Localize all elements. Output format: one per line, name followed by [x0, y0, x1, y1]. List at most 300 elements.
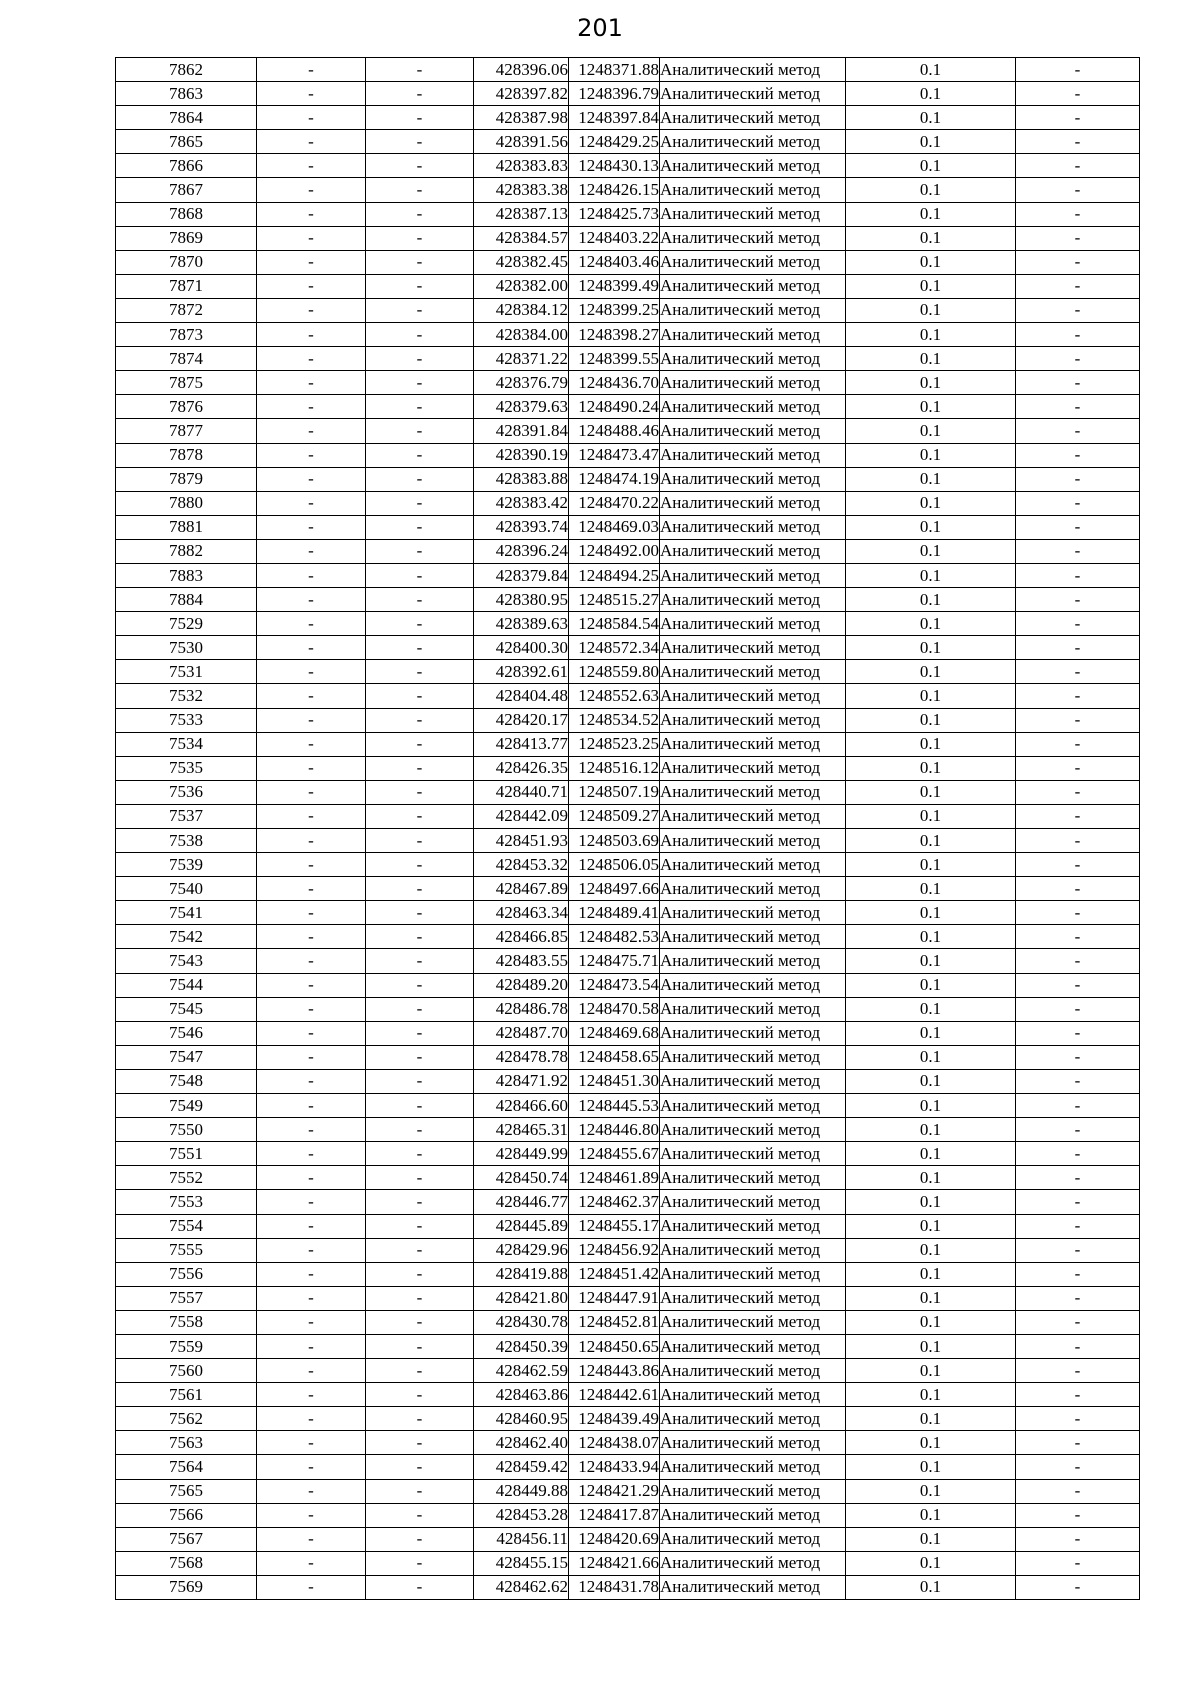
empty-col-b-cell: - — [257, 1527, 366, 1551]
empty-col-h-cell: - — [1016, 877, 1140, 901]
point-number-cell: 7565 — [116, 1479, 257, 1503]
coordinate-x-cell: 428451.93 — [474, 829, 569, 853]
empty-col-c-cell: - — [366, 1407, 474, 1431]
point-number-cell: 7551 — [116, 1142, 257, 1166]
coordinate-y-cell: 1248443.86 — [569, 1359, 660, 1383]
empty-col-b-cell: - — [257, 1407, 366, 1431]
empty-col-h-cell: - — [1016, 443, 1140, 467]
empty-col-b-cell: - — [257, 1045, 366, 1069]
empty-col-h-cell: - — [1016, 1383, 1140, 1407]
point-number-cell: 7548 — [116, 1069, 257, 1093]
empty-col-c-cell: - — [366, 1238, 474, 1262]
coordinate-x-cell: 428371.22 — [474, 347, 569, 371]
accuracy-cell: 0.1 — [846, 780, 1016, 804]
table-row — [116, 732, 1140, 756]
coordinate-y-cell: 1248469.03 — [569, 515, 660, 539]
empty-col-c-cell: - — [366, 323, 474, 347]
method-cell: Аналитический метод — [660, 419, 846, 443]
method-cell: Аналитический метод — [660, 756, 846, 780]
empty-col-b-cell: - — [257, 732, 366, 756]
accuracy-cell: 0.1 — [846, 226, 1016, 250]
accuracy-cell: 0.1 — [846, 539, 1016, 563]
empty-col-c-cell: - — [366, 226, 474, 250]
coordinate-x-cell: 428379.63 — [474, 395, 569, 419]
coordinate-x-cell: 428380.95 — [474, 588, 569, 612]
accuracy-cell: 0.1 — [846, 154, 1016, 178]
method-cell: Аналитический метод — [660, 1118, 846, 1142]
table-row — [116, 1021, 1140, 1045]
empty-col-b-cell: - — [257, 1431, 366, 1455]
coordinate-x-cell: 428462.59 — [474, 1359, 569, 1383]
accuracy-cell: 0.1 — [846, 925, 1016, 949]
coordinate-x-cell: 428440.71 — [474, 780, 569, 804]
coordinate-y-cell: 1248446.80 — [569, 1118, 660, 1142]
empty-col-b-cell: - — [257, 467, 366, 491]
table-row — [116, 1551, 1140, 1575]
table-row — [116, 684, 1140, 708]
table-row — [116, 443, 1140, 467]
method-cell: Аналитический метод — [660, 1407, 846, 1431]
point-number-cell: 7558 — [116, 1310, 257, 1334]
method-cell: Аналитический метод — [660, 371, 846, 395]
empty-col-b-cell: - — [257, 660, 366, 684]
empty-col-h-cell: - — [1016, 347, 1140, 371]
coordinate-y-cell: 1248429.25 — [569, 130, 660, 154]
coordinate-y-cell: 1248403.46 — [569, 250, 660, 274]
accuracy-cell: 0.1 — [846, 804, 1016, 828]
method-cell: Аналитический метод — [660, 467, 846, 491]
table-row — [116, 467, 1140, 491]
coordinate-x-cell: 428455.15 — [474, 1551, 569, 1575]
coordinate-x-cell: 428420.17 — [474, 708, 569, 732]
point-number-cell: 7877 — [116, 419, 257, 443]
point-number-cell: 7530 — [116, 636, 257, 660]
empty-col-c-cell: - — [366, 780, 474, 804]
accuracy-cell: 0.1 — [846, 949, 1016, 973]
coordinate-y-cell: 1248442.61 — [569, 1383, 660, 1407]
empty-col-b-cell: - — [257, 1455, 366, 1479]
point-number-cell: 7556 — [116, 1262, 257, 1286]
table-row — [116, 1503, 1140, 1527]
method-cell: Аналитический метод — [660, 1383, 846, 1407]
empty-col-b-cell: - — [257, 612, 366, 636]
empty-col-c-cell: - — [366, 419, 474, 443]
coordinate-x-cell: 428419.88 — [474, 1262, 569, 1286]
point-number-cell: 7536 — [116, 780, 257, 804]
table-row — [116, 371, 1140, 395]
empty-col-h-cell: - — [1016, 925, 1140, 949]
coordinate-x-cell: 428426.35 — [474, 756, 569, 780]
point-number-cell: 7862 — [116, 58, 257, 82]
table-row — [116, 636, 1140, 660]
empty-col-c-cell: - — [366, 1166, 474, 1190]
coordinate-y-cell: 1248431.78 — [569, 1575, 660, 1599]
accuracy-cell: 0.1 — [846, 1310, 1016, 1334]
coordinate-y-cell: 1248450.65 — [569, 1334, 660, 1358]
empty-col-h-cell: - — [1016, 323, 1140, 347]
accuracy-cell: 0.1 — [846, 178, 1016, 202]
empty-col-h-cell: - — [1016, 973, 1140, 997]
accuracy-cell: 0.1 — [846, 250, 1016, 274]
empty-col-c-cell: - — [366, 154, 474, 178]
empty-col-h-cell: - — [1016, 1359, 1140, 1383]
empty-col-b-cell: - — [257, 298, 366, 322]
empty-col-h-cell: - — [1016, 1166, 1140, 1190]
table-row — [116, 853, 1140, 877]
empty-col-c-cell: - — [366, 804, 474, 828]
coordinate-x-cell: 428387.13 — [474, 202, 569, 226]
method-cell: Аналитический метод — [660, 1310, 846, 1334]
point-number-cell: 7540 — [116, 877, 257, 901]
coordinate-y-cell: 1248494.25 — [569, 563, 660, 587]
empty-col-c-cell: - — [366, 1021, 474, 1045]
table-row — [116, 1359, 1140, 1383]
empty-col-b-cell: - — [257, 829, 366, 853]
coordinate-y-cell: 1248462.37 — [569, 1190, 660, 1214]
method-cell: Аналитический метод — [660, 491, 846, 515]
empty-col-h-cell: - — [1016, 1575, 1140, 1599]
accuracy-cell: 0.1 — [846, 58, 1016, 82]
empty-col-c-cell: - — [366, 973, 474, 997]
table-row — [116, 250, 1140, 274]
table-row — [116, 1166, 1140, 1190]
coordinate-y-cell: 1248403.22 — [569, 226, 660, 250]
accuracy-cell: 0.1 — [846, 491, 1016, 515]
empty-col-h-cell: - — [1016, 901, 1140, 925]
point-number-cell: 7541 — [116, 901, 257, 925]
empty-col-h-cell: - — [1016, 226, 1140, 250]
empty-col-c-cell: - — [366, 1503, 474, 1527]
accuracy-cell: 0.1 — [846, 298, 1016, 322]
empty-col-h-cell: - — [1016, 804, 1140, 828]
empty-col-c-cell: - — [366, 106, 474, 130]
table-row — [116, 1045, 1140, 1069]
method-cell: Аналитический метод — [660, 1455, 846, 1479]
empty-col-b-cell: - — [257, 323, 366, 347]
coordinate-y-cell: 1248507.19 — [569, 780, 660, 804]
empty-col-c-cell: - — [366, 901, 474, 925]
point-number-cell: 7878 — [116, 443, 257, 467]
coordinates-table-body — [116, 58, 1140, 1600]
point-number-cell: 7554 — [116, 1214, 257, 1238]
method-cell: Аналитический метод — [660, 1359, 846, 1383]
method-cell: Аналитический метод — [660, 58, 846, 82]
table-row — [116, 973, 1140, 997]
coordinate-x-cell: 428400.30 — [474, 636, 569, 660]
empty-col-c-cell: - — [366, 1094, 474, 1118]
accuracy-cell: 0.1 — [846, 1455, 1016, 1479]
point-number-cell: 7555 — [116, 1238, 257, 1262]
coordinate-x-cell: 428462.40 — [474, 1431, 569, 1455]
empty-col-h-cell: - — [1016, 997, 1140, 1021]
table-row — [116, 539, 1140, 563]
method-cell: Аналитический метод — [660, 1094, 846, 1118]
method-cell: Аналитический метод — [660, 732, 846, 756]
empty-col-h-cell: - — [1016, 154, 1140, 178]
coordinate-y-cell: 1248399.49 — [569, 274, 660, 298]
table-row — [116, 1069, 1140, 1093]
coordinate-x-cell: 428471.92 — [474, 1069, 569, 1093]
empty-col-b-cell: - — [257, 1190, 366, 1214]
coordinate-y-cell: 1248397.84 — [569, 106, 660, 130]
empty-col-c-cell: - — [366, 467, 474, 491]
empty-col-b-cell: - — [257, 82, 366, 106]
empty-col-b-cell: - — [257, 347, 366, 371]
empty-col-c-cell: - — [366, 853, 474, 877]
coordinate-y-cell: 1248492.00 — [569, 539, 660, 563]
coordinate-x-cell: 428379.84 — [474, 563, 569, 587]
empty-col-c-cell: - — [366, 395, 474, 419]
empty-col-b-cell: - — [257, 756, 366, 780]
point-number-cell: 7882 — [116, 539, 257, 563]
point-number-cell: 7561 — [116, 1383, 257, 1407]
coordinate-x-cell: 428404.48 — [474, 684, 569, 708]
accuracy-cell: 0.1 — [846, 1214, 1016, 1238]
empty-col-c-cell: - — [366, 1431, 474, 1455]
point-number-cell: 7549 — [116, 1094, 257, 1118]
point-number-cell: 7537 — [116, 804, 257, 828]
coordinate-y-cell: 1248398.27 — [569, 323, 660, 347]
empty-col-h-cell: - — [1016, 58, 1140, 82]
empty-col-b-cell: - — [257, 1575, 366, 1599]
coordinate-x-cell: 428442.09 — [474, 804, 569, 828]
coordinate-x-cell: 428460.95 — [474, 1407, 569, 1431]
coordinate-x-cell: 428466.85 — [474, 925, 569, 949]
coordinate-y-cell: 1248475.71 — [569, 949, 660, 973]
coordinate-y-cell: 1248425.73 — [569, 202, 660, 226]
empty-col-c-cell: - — [366, 1334, 474, 1358]
point-number-cell: 7542 — [116, 925, 257, 949]
method-cell: Аналитический метод — [660, 515, 846, 539]
point-number-cell: 7544 — [116, 973, 257, 997]
coordinate-x-cell: 428391.84 — [474, 419, 569, 443]
table-row — [116, 1310, 1140, 1334]
method-cell: Аналитический метод — [660, 298, 846, 322]
empty-col-h-cell: - — [1016, 1142, 1140, 1166]
accuracy-cell: 0.1 — [846, 829, 1016, 853]
coordinate-y-cell: 1248552.63 — [569, 684, 660, 708]
empty-col-b-cell: - — [257, 1383, 366, 1407]
table-row — [116, 804, 1140, 828]
empty-col-c-cell: - — [366, 1262, 474, 1286]
coordinate-y-cell: 1248516.12 — [569, 756, 660, 780]
coordinate-x-cell: 428462.62 — [474, 1575, 569, 1599]
accuracy-cell: 0.1 — [846, 660, 1016, 684]
accuracy-cell: 0.1 — [846, 853, 1016, 877]
empty-col-c-cell: - — [366, 298, 474, 322]
accuracy-cell: 0.1 — [846, 973, 1016, 997]
point-number-cell: 7535 — [116, 756, 257, 780]
coordinate-x-cell: 428390.19 — [474, 443, 569, 467]
point-number-cell: 7529 — [116, 612, 257, 636]
accuracy-cell: 0.1 — [846, 1166, 1016, 1190]
method-cell: Аналитический метод — [660, 973, 846, 997]
coordinate-y-cell: 1248421.66 — [569, 1551, 660, 1575]
empty-col-b-cell: - — [257, 1021, 366, 1045]
method-cell: Аналитический метод — [660, 130, 846, 154]
empty-col-b-cell: - — [257, 1142, 366, 1166]
table-row — [116, 1238, 1140, 1262]
empty-col-h-cell: - — [1016, 1069, 1140, 1093]
coordinate-x-cell: 428389.63 — [474, 612, 569, 636]
coordinate-y-cell: 1248506.05 — [569, 853, 660, 877]
empty-col-c-cell: - — [366, 997, 474, 1021]
accuracy-cell: 0.1 — [846, 877, 1016, 901]
empty-col-b-cell: - — [257, 226, 366, 250]
method-cell: Аналитический метод — [660, 1551, 846, 1575]
empty-col-h-cell: - — [1016, 515, 1140, 539]
accuracy-cell: 0.1 — [846, 1118, 1016, 1142]
empty-col-c-cell: - — [366, 130, 474, 154]
empty-col-c-cell: - — [366, 925, 474, 949]
method-cell: Аналитический метод — [660, 1479, 846, 1503]
method-cell: Аналитический метод — [660, 539, 846, 563]
empty-col-h-cell: - — [1016, 563, 1140, 587]
point-number-cell: 7568 — [116, 1551, 257, 1575]
empty-col-b-cell: - — [257, 1069, 366, 1093]
empty-col-h-cell: - — [1016, 1286, 1140, 1310]
coordinate-y-cell: 1248455.67 — [569, 1142, 660, 1166]
empty-col-h-cell: - — [1016, 1021, 1140, 1045]
table-row — [116, 82, 1140, 106]
point-number-cell: 7563 — [116, 1431, 257, 1455]
table-row — [116, 1142, 1140, 1166]
method-cell: Аналитический метод — [660, 1286, 846, 1310]
accuracy-cell: 0.1 — [846, 1431, 1016, 1455]
accuracy-cell: 0.1 — [846, 106, 1016, 130]
empty-col-h-cell: - — [1016, 1334, 1140, 1358]
coordinates-table — [115, 57, 1140, 1600]
coordinate-x-cell: 428459.42 — [474, 1455, 569, 1479]
table-row — [116, 780, 1140, 804]
coordinate-x-cell: 428396.24 — [474, 539, 569, 563]
method-cell: Аналитический метод — [660, 1503, 846, 1527]
table-row — [116, 756, 1140, 780]
empty-col-c-cell: - — [366, 1069, 474, 1093]
point-number-cell: 7876 — [116, 395, 257, 419]
coordinate-y-cell: 1248436.70 — [569, 371, 660, 395]
method-cell: Аналитический метод — [660, 106, 846, 130]
empty-col-h-cell: - — [1016, 780, 1140, 804]
empty-col-h-cell: - — [1016, 1238, 1140, 1262]
empty-col-c-cell: - — [366, 443, 474, 467]
accuracy-cell: 0.1 — [846, 1407, 1016, 1431]
empty-col-b-cell: - — [257, 925, 366, 949]
coordinate-x-cell: 428430.78 — [474, 1310, 569, 1334]
empty-col-b-cell: - — [257, 853, 366, 877]
method-cell: Аналитический метод — [660, 997, 846, 1021]
point-number-cell: 7564 — [116, 1455, 257, 1479]
coordinate-y-cell: 1248515.27 — [569, 588, 660, 612]
coordinate-y-cell: 1248445.53 — [569, 1094, 660, 1118]
table-row — [116, 1094, 1140, 1118]
method-cell: Аналитический метод — [660, 684, 846, 708]
point-number-cell: 7869 — [116, 226, 257, 250]
point-number-cell: 7881 — [116, 515, 257, 539]
empty-col-b-cell: - — [257, 1551, 366, 1575]
empty-col-h-cell: - — [1016, 371, 1140, 395]
empty-col-b-cell: - — [257, 1479, 366, 1503]
table-row — [116, 563, 1140, 587]
empty-col-c-cell: - — [366, 1045, 474, 1069]
empty-col-c-cell: - — [366, 347, 474, 371]
empty-col-c-cell: - — [366, 1479, 474, 1503]
accuracy-cell: 0.1 — [846, 1334, 1016, 1358]
accuracy-cell: 0.1 — [846, 371, 1016, 395]
method-cell: Аналитический метод — [660, 1238, 846, 1262]
empty-col-b-cell: - — [257, 539, 366, 563]
accuracy-cell: 0.1 — [846, 323, 1016, 347]
coordinate-y-cell: 1248490.24 — [569, 395, 660, 419]
method-cell: Аналитический метод — [660, 563, 846, 587]
empty-col-b-cell: - — [257, 1214, 366, 1238]
empty-col-c-cell: - — [366, 756, 474, 780]
empty-col-b-cell: - — [257, 1166, 366, 1190]
table-row — [116, 1118, 1140, 1142]
method-cell: Аналитический метод — [660, 829, 846, 853]
empty-col-h-cell: - — [1016, 539, 1140, 563]
empty-col-b-cell: - — [257, 1094, 366, 1118]
empty-col-b-cell: - — [257, 997, 366, 1021]
point-number-cell: 7559 — [116, 1334, 257, 1358]
accuracy-cell: 0.1 — [846, 1021, 1016, 1045]
accuracy-cell: 0.1 — [846, 756, 1016, 780]
accuracy-cell: 0.1 — [846, 636, 1016, 660]
table-row — [116, 1262, 1140, 1286]
coordinate-y-cell: 1248439.49 — [569, 1407, 660, 1431]
method-cell: Аналитический метод — [660, 178, 846, 202]
coordinate-y-cell: 1248523.25 — [569, 732, 660, 756]
point-number-cell: 7562 — [116, 1407, 257, 1431]
table-row — [116, 829, 1140, 853]
accuracy-cell: 0.1 — [846, 347, 1016, 371]
table-row — [116, 1214, 1140, 1238]
coordinate-y-cell: 1248461.89 — [569, 1166, 660, 1190]
point-number-cell: 7566 — [116, 1503, 257, 1527]
point-number-cell: 7531 — [116, 660, 257, 684]
empty-col-c-cell: - — [366, 1310, 474, 1334]
method-cell: Аналитический метод — [660, 1021, 846, 1045]
empty-col-h-cell: - — [1016, 636, 1140, 660]
coordinate-x-cell: 428467.89 — [474, 877, 569, 901]
point-number-cell: 7873 — [116, 323, 257, 347]
empty-col-c-cell: - — [366, 1118, 474, 1142]
empty-col-b-cell: - — [257, 371, 366, 395]
coordinate-y-cell: 1248371.88 — [569, 58, 660, 82]
table-row — [116, 323, 1140, 347]
point-number-cell: 7867 — [116, 178, 257, 202]
empty-col-h-cell: - — [1016, 395, 1140, 419]
method-cell: Аналитический метод — [660, 1262, 846, 1286]
coordinate-y-cell: 1248420.69 — [569, 1527, 660, 1551]
empty-col-c-cell: - — [366, 1142, 474, 1166]
coordinate-x-cell: 428384.00 — [474, 323, 569, 347]
coordinate-x-cell: 428463.34 — [474, 901, 569, 925]
coordinate-x-cell: 428449.88 — [474, 1479, 569, 1503]
empty-col-c-cell: - — [366, 1455, 474, 1479]
accuracy-cell: 0.1 — [846, 1190, 1016, 1214]
page-number: 201 — [577, 14, 623, 42]
method-cell: Аналитический метод — [660, 901, 846, 925]
point-number-cell: 7868 — [116, 202, 257, 226]
empty-col-c-cell: - — [366, 491, 474, 515]
empty-col-h-cell: - — [1016, 1214, 1140, 1238]
coordinate-x-cell: 428453.32 — [474, 853, 569, 877]
empty-col-c-cell: - — [366, 1359, 474, 1383]
coordinate-x-cell: 428429.96 — [474, 1238, 569, 1262]
table-row — [116, 612, 1140, 636]
coordinate-x-cell: 428387.98 — [474, 106, 569, 130]
